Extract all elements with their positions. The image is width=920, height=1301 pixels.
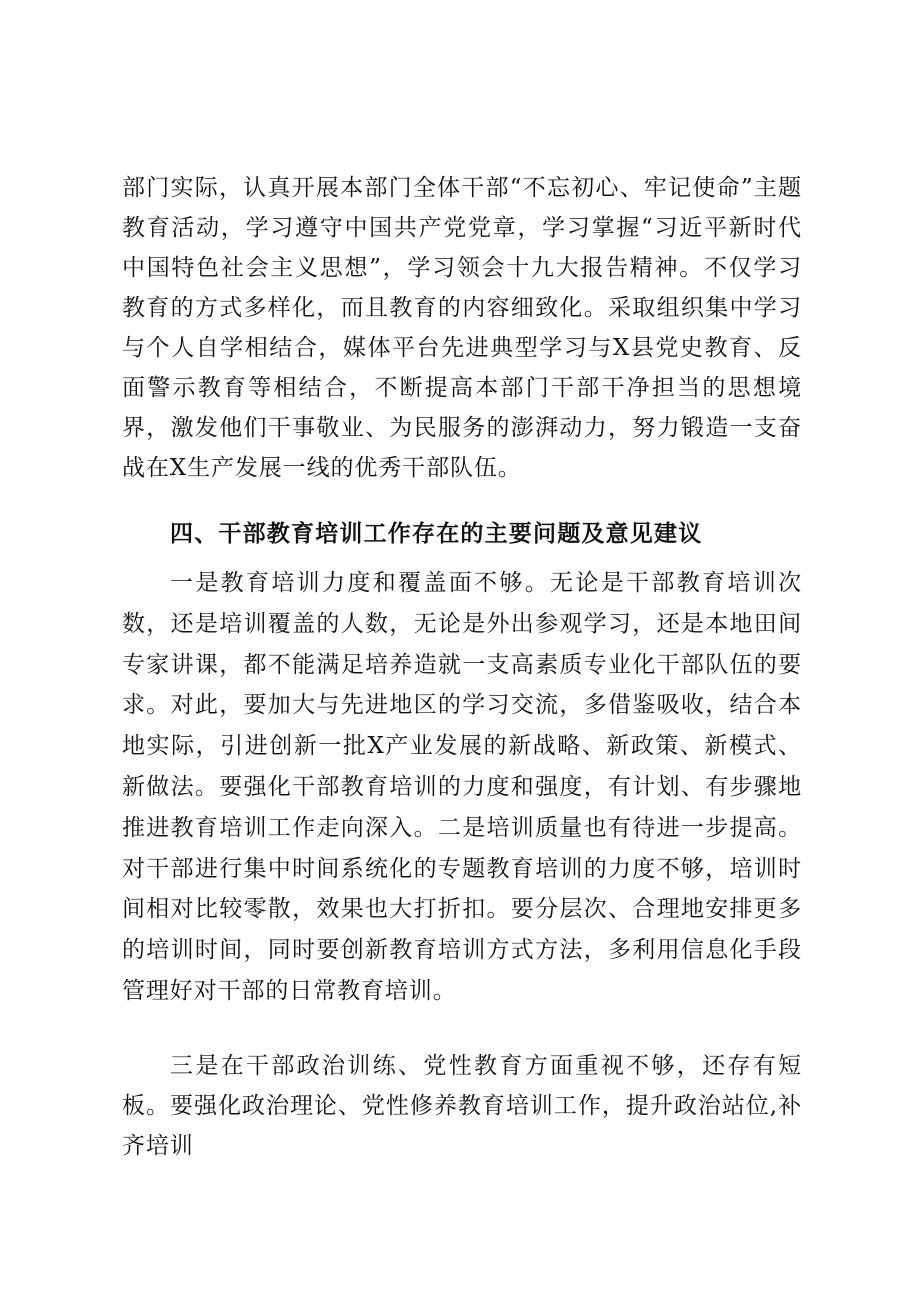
section-heading: 四、干部教育培训工作存在的主要问题及意见建议: [170, 521, 703, 547]
body-paragraph-1: 部门实际，认真开展本部门全体干部“不忘初心、牢记使命”主题教育活动，学习遵守中国共产党党章，学习掌握“习近平新时代中国特色社会主义思想”，学习领会十九大报告精神。不仅学习教育的方式多样化，而且教育的内容细致化。采取组织集中学习与个人自学相结合，媒体平台先进典型学习与X县党史教育、反面警示教育等相结合，不断提高本部门干部干净担当的思想境界，激发他们干事敬业、为民服务的澎湃动力，努力锻造一支奋战在X生产发展一线的优秀干部队伍。: [122, 175, 802, 481]
body-paragraph-2: 一是教育培训力度和覆盖面不够。无论是干部教育培训次数，还是培训覆盖的人数，无论是外出参观学习，还是本地田间专家讲课，都不能满足培养造就一支高素质专业化干部队伍的要求。对此，要加大与先进地区的学习交流，多借鉴吸收，结合本地实际，引进创新一批X产业发展的新战略、新政策、新模式、新做法。要强化干部教育培训的力度和强度，有计划、有步骤地推进教育培训工作走向深入。二是培训质量也有待进一步提高。对干部进行集中时间系统化的专题教育培训的力度不够，培训时间相对比较零散，效果也大打折扣。要分层次、合理地安排更多的培训时间，同时要创新教育培训方式方法，多利用信息化手段管理好对干部的日常教育培训。: [122, 570, 802, 1004]
body-paragraph-3: 三是在干部政治训练、党性教育方面重视不够，还存有短板。要强化政治理论、党性修养教育培训工作，提升政治站位,补齐培训: [122, 1053, 802, 1159]
